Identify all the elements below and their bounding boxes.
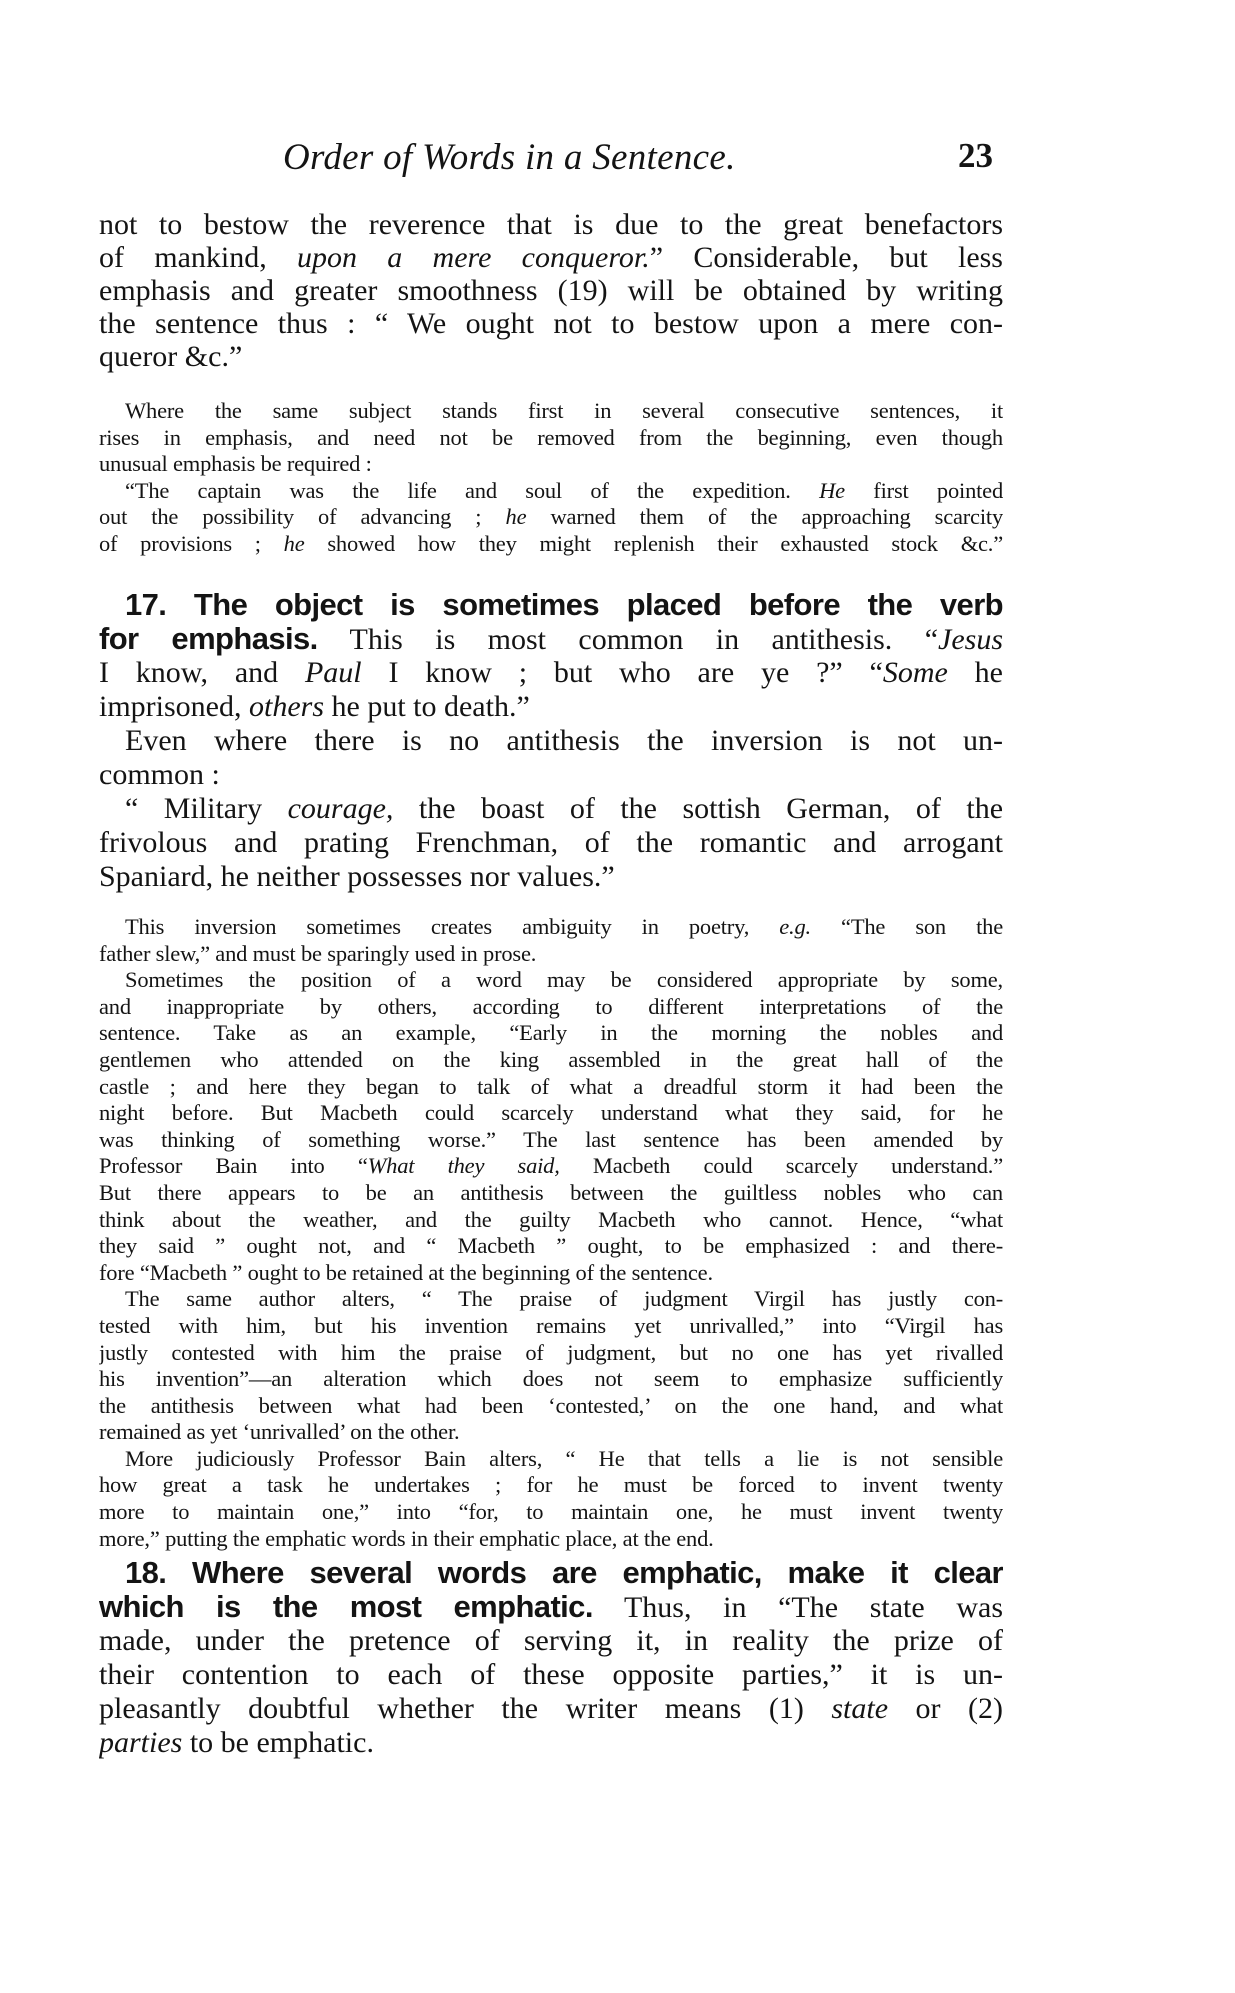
text-line	[99, 758, 1003, 792]
italic-text: upon a mere conqueror.	[297, 241, 650, 274]
text-run: how great a task he undertakes ; for he must be forced to invent twenty	[99, 1472, 1003, 1498]
italic-text: courage,	[287, 792, 394, 825]
text-line	[99, 1153, 1003, 1180]
text-line	[99, 307, 1003, 340]
italic-text: e.g.	[779, 914, 811, 939]
text-run: think about the weather, and the guilty Macbeth who cannot. Hence, “what	[99, 1206, 1003, 1232]
text-run: made, under the pretence of serving it, in reality the prize of	[99, 1624, 1003, 1657]
text-run: Professor Bain into “	[99, 1153, 368, 1179]
text-line	[99, 860, 1003, 894]
text-run: frivolous and prating Frenchman, of the romantic and arrogant	[99, 826, 1003, 859]
text-run: more,” putting the emphatic words in their emphatic place, at the end.	[99, 1525, 714, 1551]
text-line	[99, 1556, 1003, 1590]
text-run: of mankind,	[99, 241, 298, 274]
text-run: gentlemen who attended on the king assembled in the great hall of the	[99, 1046, 1003, 1072]
text-run: fore “Macbeth ” ought to be retained at the beginning of the sentence.	[99, 1259, 713, 1285]
text-run: of provisions ;	[99, 530, 284, 556]
text-run: justly contested with him the praise of judgment, but no one has yet rivalled	[99, 1339, 1003, 1365]
text-line	[99, 451, 1003, 478]
text-line	[99, 1499, 1003, 1526]
text-run: remained as yet ‘unrivalled’ on the other.	[99, 1419, 460, 1445]
text-line	[99, 792, 1003, 826]
text-run: he	[947, 656, 1003, 689]
text-run: This is most common in antithesis. “	[317, 623, 939, 656]
text-line	[99, 1366, 1003, 1393]
italic-text: state	[831, 1692, 889, 1725]
text-line	[99, 941, 1003, 968]
text-run: Where the same subject stands first in several consecutive sentences, it	[125, 398, 1003, 423]
italic-text: What they said,	[367, 1153, 560, 1179]
text-line	[99, 1624, 1003, 1658]
text-line	[99, 1419, 1003, 1446]
italic-text: Jesus	[938, 623, 1003, 656]
text-run: sentence. Take as an example, “Early in the morning the nobles and	[99, 1020, 1003, 1046]
text-line	[99, 1590, 1003, 1624]
text-line	[99, 1446, 1003, 1473]
text-run: Sometimes the position of a word may be considered appropriate by some,	[125, 967, 1003, 993]
text-run: ” Considerable, but less	[649, 241, 1003, 274]
text-line	[99, 1047, 1003, 1074]
text-line	[99, 588, 1003, 622]
text-run: warned them of the approaching scarcity	[526, 504, 1003, 530]
text-run: This inversion sometimes creates ambiguity in poetry,	[125, 914, 780, 939]
note-inversion	[99, 914, 1003, 1552]
text-line	[99, 967, 1003, 994]
text-run: “ Military	[125, 792, 288, 825]
running-header	[0, 136, 1235, 180]
italic-text: He	[819, 477, 845, 503]
text-line	[99, 274, 1003, 307]
text-run: emphasis and greater smoothness (19) will be obtained by writing	[99, 274, 1003, 307]
page-number: 23	[958, 136, 993, 175]
section-heading-text: which is the most emphatic.	[99, 1590, 593, 1624]
text-line	[99, 994, 1003, 1021]
text-run: pleasantly doubtful whether the writer means (1)	[99, 1692, 832, 1725]
text-run: castle ; and here they began to talk of what a dreadful storm it had been the	[99, 1073, 1003, 1099]
text-run: Spaniard, he neither possesses nor values.”	[99, 860, 615, 893]
text-line	[99, 914, 1003, 941]
text-run: more to maintain one,” into “for, to maintain one, he must invent twenty	[99, 1499, 1003, 1525]
text-line	[99, 1233, 1003, 1260]
text-run: first pointed	[844, 477, 1003, 503]
text-run: out the possibility of advancing ;	[99, 504, 506, 530]
text-run: he put to death.”	[324, 690, 530, 723]
text-run: queror &c.”	[99, 340, 243, 373]
text-run: not to bestow the reverence that is due to the great benefactors	[99, 208, 1003, 241]
text-run: his invention”—an alteration which does not seem to emphasize sufficiently	[99, 1366, 1003, 1392]
italic-text: Paul	[304, 656, 362, 689]
text-run: I know ; but who are ye ?” “	[361, 656, 883, 689]
text-line	[99, 1127, 1003, 1154]
section-18	[99, 1556, 1003, 1760]
text-run: But there appears to be an antithesis between the guiltless nobles who can	[99, 1179, 1003, 1205]
para-continuation	[99, 208, 1003, 373]
text-line	[99, 478, 1003, 505]
text-line	[99, 1340, 1003, 1367]
text-line	[99, 826, 1003, 860]
text-line	[99, 1472, 1003, 1499]
text-run: tested with him, but his invention remains yet unrivalled,” into “Virgil has	[99, 1312, 1003, 1338]
text-line	[99, 1020, 1003, 1047]
text-line	[99, 622, 1003, 656]
section-heading-text: for emphasis.	[99, 622, 318, 656]
text-line	[99, 1726, 1003, 1760]
text-line	[99, 241, 1003, 274]
text-line	[99, 1260, 1003, 1287]
text-run: Even where there is no antithesis the inversion is not un-	[125, 724, 1003, 757]
text-run: imprisoned,	[99, 690, 249, 723]
text-run: they said ” ought not, and “ Macbeth ” ought, to be emphasized : and there-	[99, 1233, 1003, 1259]
text-run: their contention to each of these opposite parties,” it is un-	[99, 1658, 1003, 1691]
note-same-subject	[99, 398, 1003, 558]
italic-text: parties	[99, 1726, 183, 1759]
text-line	[99, 1658, 1003, 1692]
section-heading-text: 17. The object is sometimes placed before the verb	[125, 588, 1003, 622]
text-run: the antithesis between what had been ‘contested,’ on the one hand, and what	[99, 1392, 1003, 1418]
text-line	[99, 1180, 1003, 1207]
text-run: Macbeth could scarcely understand.”	[559, 1153, 1003, 1179]
text-line	[99, 1692, 1003, 1726]
text-line	[99, 656, 1003, 690]
text-run: rises in emphasis, and need not be removed from the beginning, even though	[99, 424, 1003, 450]
italic-text: he	[505, 504, 527, 530]
text-run: common :	[99, 758, 220, 791]
italic-text: he	[283, 530, 305, 556]
text-run: unusual emphasis be required :	[99, 451, 372, 477]
text-line	[99, 504, 1003, 531]
text-run: More judiciously Professor Bain alters, “ He that tells a lie is not sensible	[125, 1445, 1003, 1471]
text-line	[99, 425, 1003, 452]
text-run: or (2)	[888, 1692, 1003, 1725]
text-line	[99, 1313, 1003, 1340]
text-run: to be emphatic.	[182, 1726, 374, 1759]
text-line	[99, 208, 1003, 241]
text-run: I know, and	[99, 656, 305, 689]
text-run: night before. But Macbeth could scarcely understand what they said, for he	[99, 1100, 1003, 1126]
text-line	[99, 1100, 1003, 1127]
text-line	[99, 724, 1003, 758]
text-run: “The captain was the life and soul of the expedition.	[125, 477, 820, 503]
text-run: “The son the	[810, 914, 1003, 939]
section-heading-text: 18. Where several words are emphatic, make it clear	[125, 1556, 1003, 1590]
text-line	[99, 398, 1003, 425]
section-17	[99, 588, 1003, 894]
italic-text: Some	[882, 656, 948, 689]
text-line	[99, 1207, 1003, 1234]
text-line	[99, 1074, 1003, 1101]
text-run: The same author alters, “ The praise of judgment Virgil has justly con-	[125, 1286, 1003, 1312]
text-line	[99, 1526, 1003, 1553]
text-run: the boast of the sottish German, of the	[393, 792, 1003, 825]
running-title: Order of Words in a Sentence.	[283, 137, 736, 178]
text-run: father slew,” and must be sparingly used in prose.	[99, 940, 537, 966]
text-run: showed how they might replenish their exhausted stock &c.”	[304, 530, 1003, 556]
text-line	[99, 531, 1003, 558]
text-line	[99, 1286, 1003, 1313]
text-line	[99, 340, 1003, 373]
text-run: and inappropriate by others, according to different interpretations of the	[99, 993, 1003, 1019]
text-line	[99, 690, 1003, 724]
text-run: the sentence thus : “ We ought not to bestow upon a mere con-	[99, 307, 1003, 340]
text-run: Thus, in “The state was	[592, 1591, 1003, 1624]
italic-text: others	[249, 690, 324, 723]
text-line	[99, 1393, 1003, 1420]
text-run: was thinking of something worse.” The last sentence has been amended by	[99, 1126, 1003, 1152]
